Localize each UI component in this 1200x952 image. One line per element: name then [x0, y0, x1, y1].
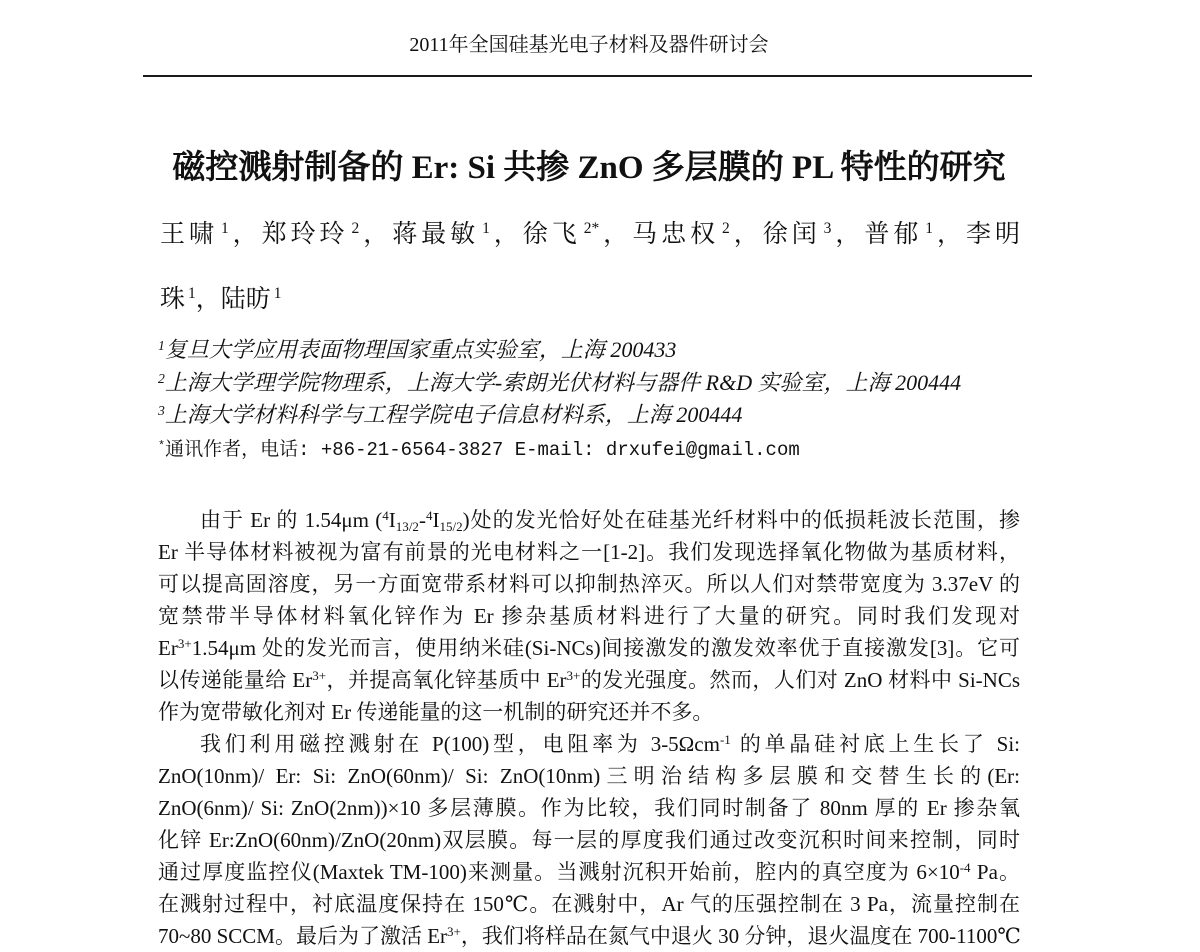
superscript: 2* [583, 220, 600, 238]
text-run: 通过厚度监控仪(Maxtek TM-100)来测量。当溅射沉积开始前，腔内的真空度为 6×10 [158, 860, 960, 884]
superscript: 3 [158, 402, 165, 418]
body-line [158, 856, 1020, 888]
body-line [158, 888, 1020, 920]
text-run: 作为宽带敏化剂对 Er 传递能量的这一机制的研究还并不多。 [158, 700, 714, 724]
text-run: 我们利用磁控溅射在 P(100)型，电阻率为 3-5Ωcm [200, 732, 720, 756]
body-line [158, 632, 1020, 664]
paragraph [158, 728, 1020, 952]
affiliation-line [158, 367, 1058, 399]
paragraph [158, 504, 1020, 728]
superscript: -4 [959, 859, 971, 875]
text-run: 由于 Er 的 1.54μm ( [200, 508, 383, 532]
superscript: 4 [382, 507, 389, 523]
body-line [158, 664, 1020, 696]
conference-header: 2011年全国硅基光电子材料及器件研讨会 [409, 34, 769, 56]
superscript: 3+ [447, 923, 461, 939]
text-run: ，马忠权 [599, 221, 720, 248]
superscript: 3+ [177, 635, 192, 651]
superscript: 1 [925, 220, 934, 238]
body-line [158, 504, 1020, 536]
body-line [158, 792, 1020, 824]
superscript: 4 [425, 507, 433, 523]
text-run: ，并提高氧化锌基质中 Er [326, 668, 567, 692]
text-run: 1.54μm 处的发光而言，使用纳米硅(Si-NCs)间接激发的激发效率优于直接激发[3]。它可 [191, 636, 1020, 660]
text-run: ZnO(6nm)/ Si: ZnO(2nm))×10 多层薄膜。作为比较，我们同时制备了 80nm 厚的 Er 掺杂氧 [158, 796, 1020, 820]
body-line [158, 536, 1020, 568]
superscript: -1 [719, 731, 731, 747]
text-run: ZnO(10nm)/ Er: Si: ZnO(60nm)/ Si: ZnO(10nm)三明治结构多层膜和交替生长的(Er: [158, 764, 1020, 788]
text-run: 王啸 [160, 221, 218, 248]
text-run: 可以提高固溶度，另一方面宽带系材料可以抑制热淬灭。所以人们对禁带宽度为 3.37eV 的 [158, 572, 1020, 596]
text-run: 通讯作者，电话: +86-21-6564-3827 E-mail: drxufei@gmail.com [165, 439, 800, 461]
text-run: 上海大学理学院物理系，上海大学-索朗光伏材料与器件 R&D 实验室，上海 200444 [164, 370, 962, 395]
text-run: ，我们将样品在氮气中退火 30 分钟，退火温度在 700-1100℃ [460, 924, 1021, 948]
text-run: 上海大学材料科学与工程学院电子信息材料系，上海 200444 [164, 402, 743, 427]
text-run: Pa。 [970, 860, 1021, 884]
text-run: ，蒋最敏 [359, 221, 480, 248]
text-run: ，陆昉 [195, 286, 271, 313]
superscript: 3+ [312, 667, 327, 683]
author-line [160, 280, 1020, 320]
body-line [158, 568, 1020, 600]
text-run: 化锌 Er:ZnO(60nm)/ZnO(20nm)双层膜。每一层的厚度我们通过改变沉积时间来控制，同时 [158, 828, 1020, 852]
text-run: I [432, 508, 440, 532]
body-line [158, 696, 1020, 728]
text-run: I [388, 508, 396, 532]
text-run: ，郑玲玲 [228, 221, 349, 248]
header-rule [143, 75, 1032, 77]
superscript: 2 [158, 370, 165, 386]
superscript: 1 [482, 220, 490, 238]
superscript: 3 [823, 220, 832, 238]
superscript: 1 [220, 220, 229, 238]
body-line [158, 600, 1020, 632]
superscript: 1 [158, 337, 165, 353]
text-run: 宽禁带半导体材料氧化锌作为 Er 掺杂基质材料进行了大量的研究。同时我们发现对 [158, 604, 1020, 628]
text-run: 的发光强度。然而，人们对 ZnO 材料中 Si-NCs [580, 668, 1020, 692]
text-run: 以传递能量给 Er [158, 668, 313, 692]
body-line [158, 824, 1020, 856]
body-line [158, 920, 1020, 952]
corresponding-author-line [158, 434, 1058, 466]
text-run: ，徐飞 [489, 221, 581, 248]
superscript: 1 [273, 285, 282, 303]
body-text [158, 504, 1020, 952]
text-run: 的单晶硅衬底上生长了 Si: [730, 732, 1020, 756]
body-line [158, 728, 1020, 760]
superscript: 1 [188, 285, 196, 303]
text-run: ，李明 [933, 221, 1020, 248]
text-run: ，徐闰 [729, 221, 821, 248]
text-run: 珠 [160, 286, 186, 313]
text-run: 70~80 SCCM。最后为了激活 Er [158, 924, 448, 948]
superscript: 2 [351, 220, 360, 238]
text-run: ，普郁 [831, 221, 923, 248]
superscript: * [158, 438, 166, 453]
superscript: 2 [722, 220, 730, 238]
text-run: - [418, 508, 426, 532]
author-line [160, 215, 1020, 255]
body-line [158, 760, 1020, 792]
superscript: 3+ [566, 667, 581, 683]
subscript: 13/2 [395, 518, 419, 534]
text-run: 在溅射过程中，衬底温度保持在 150℃。在溅射中，Ar 气的压强控制在 3 Pa，流量控制在 [158, 892, 1020, 916]
paper-title: 磁控溅射制备的 Er: Si 共掺 ZnO 多层膜的 PL 特性的研究 [172, 150, 1006, 186]
text-run: )处的发光恰好处在硅基光纤材料中的低损耗波长范围，掺 [462, 508, 1020, 532]
affiliation-line [158, 399, 1058, 431]
text-run: 复旦大学应用表面物理国家重点实验室，上海 200433 [164, 337, 677, 362]
text-run: Er 半导体材料被视为富有前景的光电材料之一[1-2]。我们发现选择氧化物做为基质材料， [158, 540, 1020, 564]
affiliation-line [158, 334, 1058, 366]
subscript: 15/2 [439, 518, 463, 534]
text-run: Er [158, 636, 178, 660]
